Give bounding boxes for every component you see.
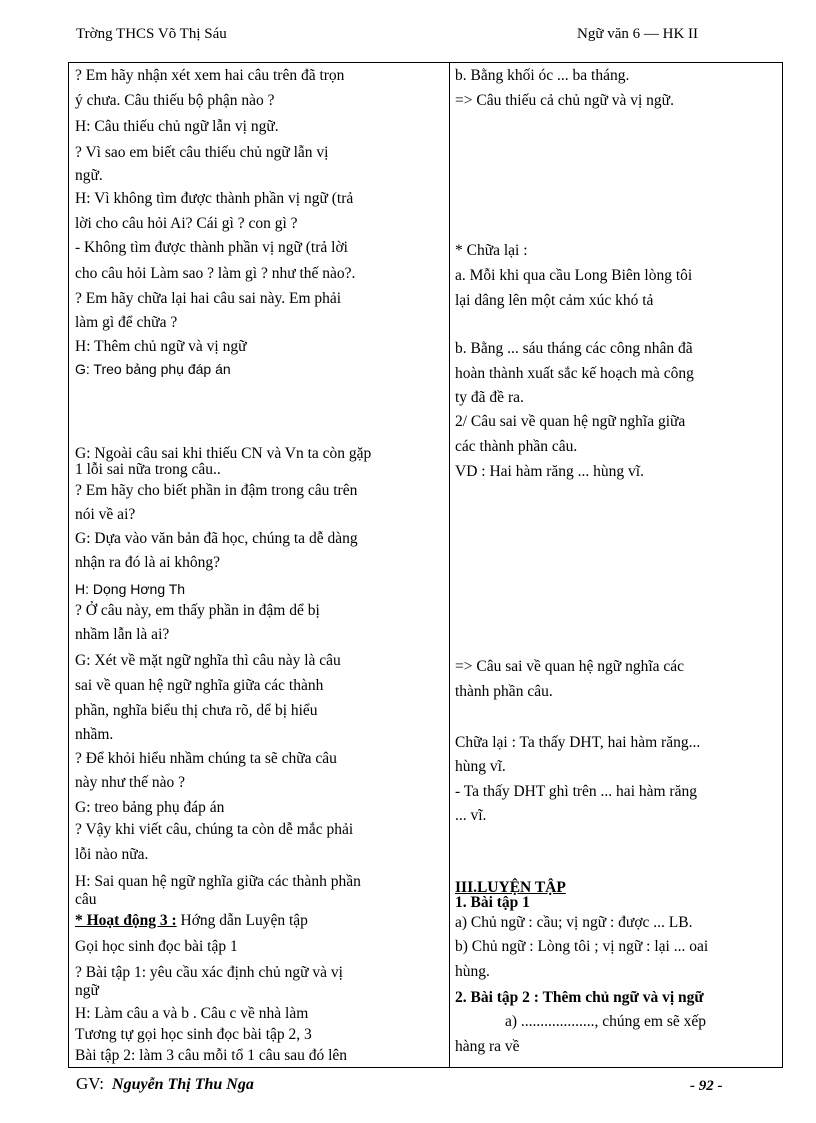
text-line: ? Em hãy nhận xét xem hai câu trên đã trọn [75, 67, 345, 84]
text-line: hùng vĩ. [455, 758, 506, 775]
text-line: b) Chủ ngữ : Lòng tôi ; vị ngữ : lại ... oai [455, 938, 709, 955]
text-line: nhầm. [75, 726, 114, 743]
exercise-1-heading: 1. Bài tập 1 [455, 894, 530, 911]
text-line: lời cho câu hỏi Ai? Cái gì ? con gì ? [75, 215, 298, 232]
text-line: làm gì để chữa ? [75, 314, 178, 331]
exercise-2-label: 2. Bài tập 2 : [455, 989, 539, 1006]
activity-3-title: Hớng dẫn Luyện tập [176, 912, 308, 929]
content-table [68, 62, 783, 1068]
text-line: - Ta thấy DHT ghì trên ... hai hàm răng [455, 783, 697, 800]
text-line: G: Ngoài câu sai khi thiếu CN và Vn ta còn gặp [75, 445, 372, 462]
subject-header: Ngữ văn 6 — HK II [577, 26, 699, 42]
activity-3-label: * Hoạt động 3 : [75, 912, 177, 929]
text-line: ... vĩ. [455, 807, 487, 824]
text-line: 2/ Câu sai về quan hệ ngữ nghĩa giữa [455, 413, 686, 430]
text-line: Chữa lại : Ta thấy DHT, hai hàm răng... [455, 734, 701, 751]
teacher-name: Nguyễn Thị Thu Nga [112, 1076, 254, 1093]
text-line: b. Bằng ... sáu tháng các công nhân đã [455, 340, 693, 357]
text-line: H: Câu thiếu chủ ngữ lẫn vị ngữ. [75, 118, 279, 135]
text-line: => Câu sai về quan hệ ngữ nghĩa các [455, 658, 685, 675]
text-line: - Không tìm được thành phần vị ngữ (trả lời [75, 239, 348, 256]
text-line: hoàn thành xuất sắc kế hoạch mà công [455, 365, 694, 382]
text-line: VD : Hai hàm răng ... hùng vĩ. [455, 463, 644, 480]
text-line: G: Dựa vào văn bản đã học, chúng ta dễ dàng [75, 530, 358, 547]
text-line: a. Mỗi khi qua cầu Long Biên lòng tôi [455, 267, 693, 284]
text-line: Gọi học sinh đọc bài tập 1 [75, 938, 238, 955]
text-line: ý chưa. Câu thiếu bộ phận nào ? [75, 92, 275, 109]
text-line: lỗi nào nữa. [75, 846, 149, 863]
text-line: ngữ [75, 982, 99, 999]
text-line: ? Bài tập 1: yêu cầu xác định chủ ngữ và vị [75, 964, 343, 981]
column-divider [449, 63, 450, 1067]
text-line: G: treo bảng phụ đáp án [75, 799, 225, 816]
text-line: G: Xét về mặt ngữ nghĩa thì câu này là câu [75, 652, 341, 669]
text-line: ? Em hãy cho biết phần in đậm trong câu trên [75, 482, 358, 499]
text-line: cho câu hỏi Làm sao ? làm gì ? như thế nào?. [75, 265, 356, 282]
text-line: ngữ. [75, 167, 103, 184]
text-line: phần, nghĩa biểu thị chưa rõ, dể bị hiểu [75, 702, 318, 719]
text-line: ? Vì sao em biết câu thiếu chủ ngữ lẫn vị [75, 144, 329, 161]
text-line: nhận ra đó là ai không? [75, 554, 221, 571]
text-line: lại dâng lên một cảm xúc khó tả [455, 292, 654, 309]
text-line: sai về quan hệ ngữ nghĩa giữa các thành [75, 677, 324, 694]
page-number: - 92 - [690, 1078, 723, 1094]
text-line: H: Vì không tìm được thành phần vị ngữ (trả [75, 190, 354, 207]
teacher-footer [76, 1074, 254, 1094]
text-line: * Chữa lại : [455, 242, 528, 259]
text-line: H: Dọng Hơng Th [75, 581, 186, 597]
text-line: a) ..................., chúng em sẽ xếp [505, 1013, 707, 1030]
text-line: H: Thêm chủ ngữ và vị ngữ [75, 338, 247, 355]
text-line: ? Ở câu này, em thấy phần in đậm dể bị [75, 602, 320, 619]
text-line: thành phần câu. [455, 683, 553, 700]
text-line: ? Để khỏi hiểu nhầm chúng ta sẽ chữa câu [75, 750, 337, 767]
text-line: 1 lỗi sai nữa trong câu.. [75, 461, 221, 478]
text-line: ? Vậy khi viết câu, chúng ta còn dễ mắc phải [75, 821, 354, 838]
gv-label: GV: [76, 1074, 105, 1093]
text-line: Tương tự gọi học sinh đọc bài tập 2, 3 [75, 1026, 312, 1043]
section-practice-heading: III.LUYỆN TẬP [455, 879, 566, 896]
text-line: => Câu thiếu cả chủ ngữ và vị ngữ. [455, 92, 674, 109]
text-line: H: Sai quan hệ ngữ nghĩa giữa các thành phần [75, 873, 361, 890]
text-line: a) Chủ ngữ : cầu; vị ngữ : được ... LB. [455, 914, 693, 931]
exercise-2-heading [455, 988, 704, 1008]
text-line: ? Em hãy chữa lại hai câu sai này. Em phải [75, 290, 342, 307]
text-line: hùng. [455, 963, 490, 980]
text-line: ty đã đề ra. [455, 389, 524, 406]
text-line: này như thế nào ? [75, 774, 185, 791]
text-line: hàng ra về [455, 1038, 520, 1055]
text-line: b. Bằng khối óc ... ba tháng. [455, 67, 630, 84]
exercise-2-task: Thêm chủ ngữ và vị ngữ [538, 989, 704, 1006]
text-line: Bài tập 2: làm 3 câu mỗi tổ 1 câu sau đó lên [75, 1047, 348, 1064]
activity-3-heading [75, 911, 308, 931]
text-line: câu [75, 891, 97, 908]
text-line: các thành phần câu. [455, 438, 578, 455]
school-header: Trờng THCS Võ Thị Sáu [76, 26, 227, 42]
text-line: G: Treo bảng phụ đáp án [75, 361, 231, 377]
text-line: nhầm lẫn là ai? [75, 626, 170, 643]
text-line: H: Làm câu a và b . Câu c về nhà làm [75, 1005, 309, 1022]
text-line: nói về ai? [75, 506, 136, 523]
